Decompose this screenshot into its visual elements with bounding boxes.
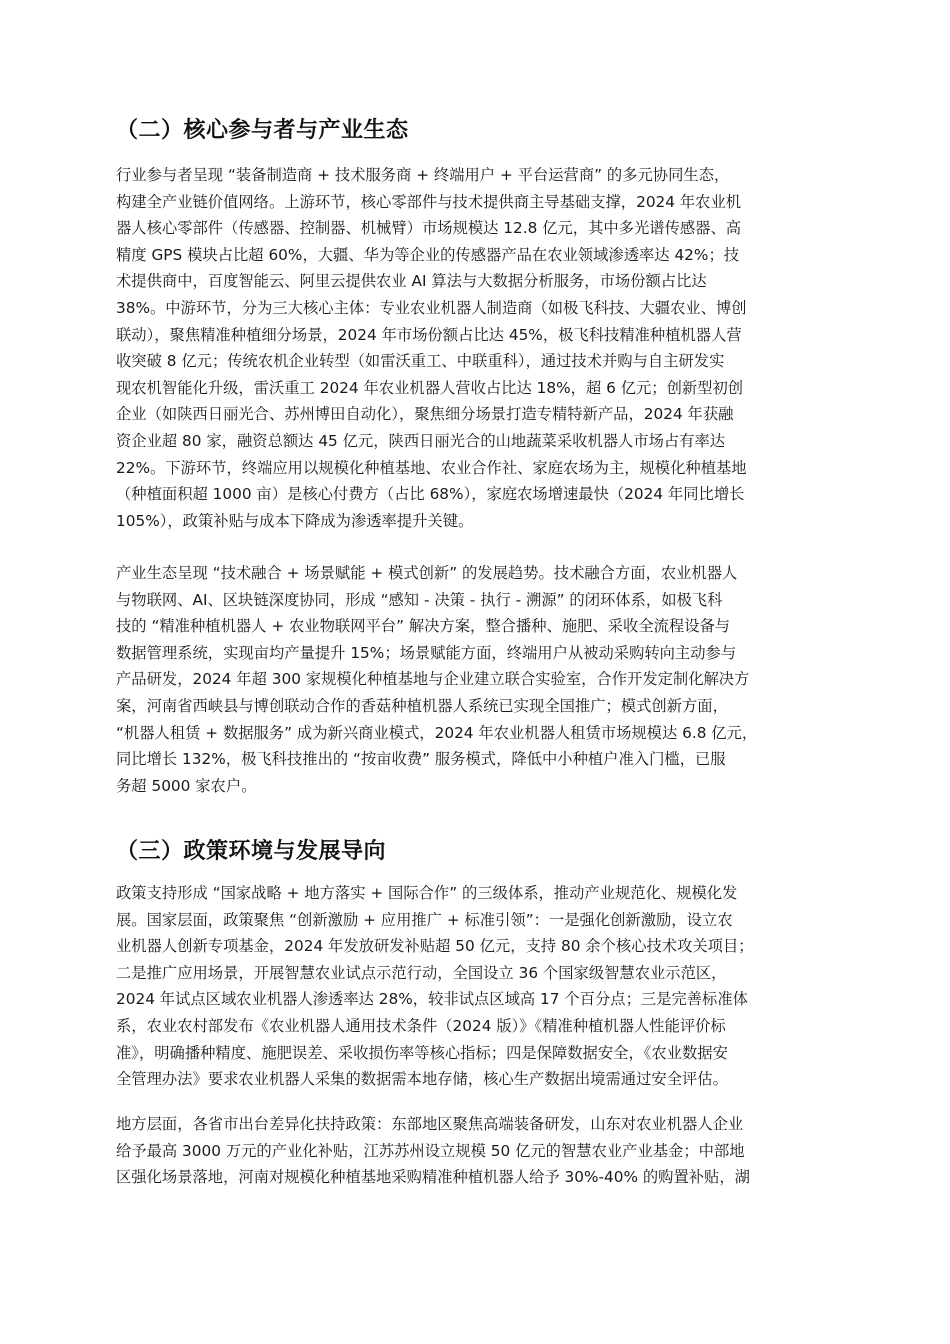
text-line: 业机器人创新专项基金，2024 年发放研发补贴超 50 亿元，支持 80 余个核心技术攻关项目； bbox=[116, 937, 754, 956]
section-heading-core-participants: （二）核心参与者与产业生态 bbox=[116, 118, 409, 143]
section-heading-policy-environment: （三）政策环境与发展导向 bbox=[116, 839, 387, 864]
text-line: 准》，明确播种精度、施肥误差、采收损伤率等核心指标；四是保障数据安全，《农业数据安 bbox=[116, 1043, 728, 1062]
text-line: 给予最高 3000 万元的产业化补贴，江苏苏州设立规模 50 亿元的智慧农业产业基金；中部地 bbox=[116, 1141, 745, 1160]
text-line: 企业（如陕西日丽光合、苏州博田自动化），聚焦细分场景打造专精特新产品，2024 年获融 bbox=[116, 405, 734, 424]
text-line: 22%。下游环节，终端应用以规模化种植基地、农业合作社、家庭农场为主，规模化种植基地 bbox=[116, 458, 747, 477]
text-line: 地方层面，各省市出台差异化扶持政策：东部地区聚焦高端装备研发，山东对农业机器人企业 bbox=[116, 1115, 744, 1133]
text-line: 与物联网、AI、区块链深度协同，形成 “感知 - 决策 - 执行 - 溯源” 的闭环体系，如极飞科 bbox=[116, 590, 723, 609]
text-line: 政策支持形成 “国家战略 + 地方落实 + 国际合作” 的三级体系，推动产业规范化、规模化发 bbox=[116, 884, 738, 902]
text-line: 行业参与者呈现 “装备制造商 + 技术服务商 + 终端用户 + 平台运营商” 的多元协同生态， bbox=[116, 166, 730, 184]
paragraph-industry-ecosystem bbox=[116, 560, 836, 799]
text-line: 联动），聚焦精准种植细分场景，2024 年市场份额占比达 45%，极飞科技精准种植机器人营 bbox=[116, 325, 742, 344]
text-line: 同比增长 132%，极飞科技推出的 “按亩收费” 服务模式，降低中小种植户准入门槛，已服 bbox=[116, 750, 726, 769]
text-line: 2024 年试点区域农业机器人渗透率达 28%，较非试点区域高 17 个百分点；三是完善标准体 bbox=[116, 990, 748, 1009]
text-line: 105%），政策补贴与成本下降成为渗透率提升关键。 bbox=[116, 511, 474, 530]
text-line: 技的 “精准种植机器人 + 农业物联网平台” 解决方案，整合播种、施肥、采收全流程设备与 bbox=[116, 617, 731, 636]
text-line: 38%。中游环节，分为三大核心主体：专业农业机器人制造商（如极飞科技、大疆农业、博创 bbox=[116, 298, 747, 317]
text-line: 产业生态呈现 “技术融合 + 场景赋能 + 模式创新” 的发展趋势。技术融合方面，农业机器人 bbox=[116, 564, 738, 582]
text-line: （种植面积超 1000 亩）是核心付费方（占比 68%），家庭农场增速最快（2024 年同比增长 bbox=[116, 485, 745, 504]
text-line: 现农机智能化升级，雷沃重工 2024 年农业机器人营收占比达 18%，超 6 亿元；创新型初创 bbox=[116, 378, 744, 397]
text-line: 系，农业农村部发布《农业机器人通用技术条件（2024 版）》《精准种植机器人性能评价标 bbox=[116, 1016, 726, 1035]
text-line: 数据管理系统，实现亩均产量提升 15%；场景赋能方面，终端用户从被动采购转向主动参与 bbox=[116, 643, 737, 662]
text-line: 二是推广应用场景，开展智慧农业试点示范行动，全国设立 36 个国家级智慧农业示范区， bbox=[116, 963, 727, 982]
text-line: 案，河南省西峡县与博创联动合作的香菇种植机器人系统已实现全国推广；模式创新方面， bbox=[116, 696, 728, 715]
paragraph-national-policy bbox=[116, 880, 836, 1093]
paragraph-local-policy bbox=[116, 1111, 836, 1191]
text-line: 全管理办法》要求农业机器人采集的数据需本地存储，核心生产数据出境需通过安全评估。 bbox=[116, 1070, 728, 1089]
text-line: 精度 GPS 模块占比超 60%，大疆、华为等企业的传感器产品在农业领域渗透率达 42%；技 bbox=[116, 245, 740, 264]
text-line: 器人核心零部件（传感器、控制器、机械臂）市场规模达 12.8 亿元，其中多光谱传感器、高 bbox=[116, 219, 742, 238]
text-line: 产品研发，2024 年超 300 家规模化种植基地与企业建立联合实验室，合作开发定制化解决方 bbox=[116, 670, 750, 689]
text-line: 收突破 8 亿元；传统农机企业转型（如雷沃重工、中联重科），通过技术并购与自主研发实 bbox=[116, 352, 725, 371]
text-line: 务超 5000 家农户。 bbox=[116, 776, 257, 795]
text-line: 资企业超 80 家，融资总额达 45 亿元，陕西日丽光合的山地蔬菜采收机器人市场占有率达 bbox=[116, 431, 726, 450]
text-line: 术提供商中，百度智能云、阿里云提供农业 AI 算法与大数据分析服务，市场份额占比达 bbox=[116, 272, 707, 291]
text-line: “机器人租赁 + 数据服务” 成为新兴商业模式，2024 年农业机器人租赁市场规模达 6.8 亿元， bbox=[116, 723, 758, 742]
text-line: 展。国家层面，政策聚焦 “创新激励 + 应用推广 + 标准引领”：一是强化创新激励，设立农 bbox=[116, 910, 733, 929]
text-line: 区强化场景落地，河南对规模化种植基地采购精准种植机器人给予 30%-40% 的购置补贴，湖 bbox=[116, 1168, 750, 1187]
paragraph-industry-participants bbox=[116, 162, 836, 534]
text-line: 构建全产业链价值网络。上游环节，核心零部件与技术提供商主导基础支撑，2024 年农业机 bbox=[116, 192, 742, 211]
